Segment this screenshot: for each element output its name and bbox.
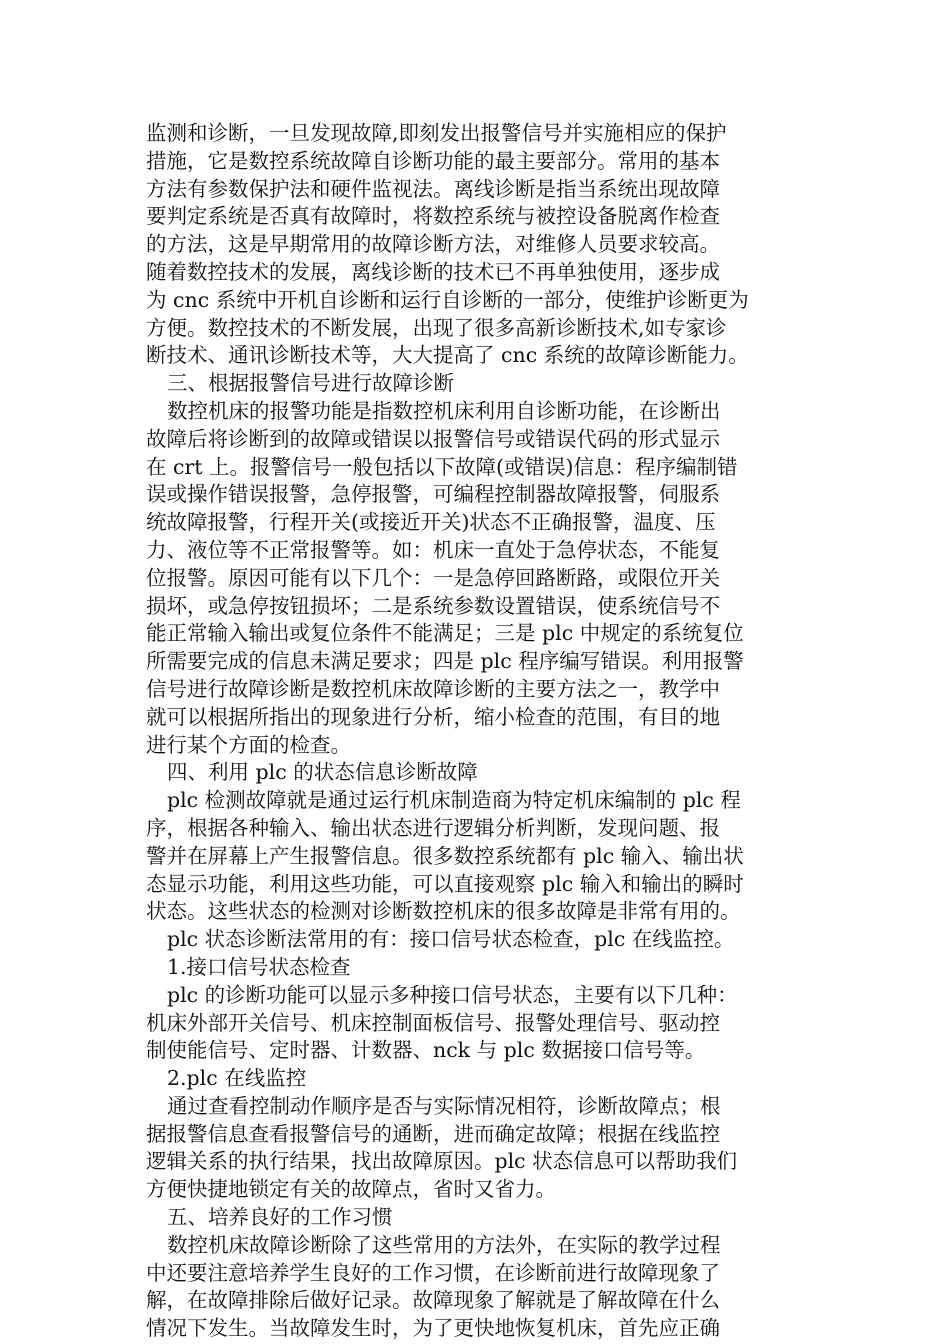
text-line: 警并在屏幕上产生报警信息。很多数控系统都有 plc 输入、输出状 <box>146 843 744 868</box>
text-line: 中还要注意培养学生良好的工作习惯，在诊断前进行故障现象了 <box>146 1260 720 1285</box>
text-line: 措施，它是数控系统故障自诊断功能的最主要部分。常用的基本 <box>146 148 720 173</box>
text-line: 力、液位等不正常报警等。如：机床一直处于急停状态，不能复 <box>146 537 720 562</box>
text-line: 所需要完成的信息未满足要求；四是 plc 程序编写错误。利用报警 <box>146 649 744 674</box>
text-line: 在 crt 上。报警信号一般包括以下故障(或错误)信息：程序编制错 <box>146 454 738 479</box>
text-line: 情况下发生。当故障发生时，为了更快地恢复机床，首先应正确 <box>146 1316 720 1341</box>
text-line: 逻辑关系的执行结果，找出故障原因。plc 状态信息可以帮助我们 <box>146 1149 738 1174</box>
text-line: plc 状态诊断法常用的有：接口信号状态检查，plc 在线监控。 <box>167 927 735 952</box>
text-line: 解，在故障排除后做好记录。故障现象了解就是了解故障在什么 <box>146 1288 720 1313</box>
text-line: 机床外部开关信号、机床控制面板信号、报警处理信号、驱动控 <box>146 1010 720 1035</box>
text-line: 能正常输入输出或复位条件不能满足；三是 plc 中规定的系统复位 <box>146 621 744 646</box>
text-line: 通过查看控制动作顺序是否与实际情况相符，诊断故障点；根 <box>167 1093 721 1118</box>
text-line: 断技术、通讯诊断技术等，大大提高了 cnc 系统的故障诊断能力。 <box>146 343 749 368</box>
text-line: 损坏，或急停按钮损坏；二是系统参数设置错误，使系统信号不 <box>146 593 720 618</box>
text-line: 三、根据报警信号进行故障诊断 <box>167 371 454 396</box>
text-line: 制使能信号、定时器、计数器、nck 与 plc 数据接口信号等。 <box>146 1038 706 1063</box>
text-line: 的方法，这是早期常用的故障诊断方法，对维修人员要求较高。 <box>146 232 720 257</box>
text-line: 据报警信息查看报警信号的通断，进而确定故障；根据在线监控 <box>146 1121 720 1146</box>
text-line: 态显示功能，利用这些功能，可以直接观察 plc 输入和输出的瞬时 <box>146 871 744 896</box>
body-text <box>146 120 806 1343</box>
text-line: plc 检测故障就是通过运行机床制造商为特定机床编制的 plc 程 <box>167 788 741 813</box>
text-line: 状态。这些状态的检测对诊断数控机床的很多故障是非常有用的。 <box>146 899 741 924</box>
text-line: 误或操作错误报警，急停报警，可编程控制器故障报警，伺服系 <box>146 482 720 507</box>
text-line: 1.接口信号状态检查 <box>167 954 351 979</box>
text-line: 为 cnc 系统中开机自诊断和运行自诊断的一部分，使维护诊断更为 <box>146 287 749 312</box>
text-line: 方便。数控技术的不断发展，出现了很多高新诊断技术,如专家诊 <box>146 315 727 340</box>
text-line: 进行某个方面的检查。 <box>146 732 351 757</box>
text-line: 数控机床故障诊断除了这些常用的方法外，在实际的教学过程 <box>167 1232 721 1257</box>
text-line: 方便快捷地锁定有关的故障点，省时又省力。 <box>146 1177 556 1202</box>
text-line: 信号进行故障诊断是数控机床故障诊断的主要方法之一，教学中 <box>146 676 720 701</box>
text-line: 位报警。原因可能有以下几个：一是急停回路断路，或限位开关 <box>146 565 720 590</box>
text-line: 序，根据各种输入、输出状态进行逻辑分析判断，发现问题、报 <box>146 815 720 840</box>
text-line: 监测和诊断，一旦发现故障,即刻发出报警信号并实施相应的保护 <box>146 121 727 145</box>
text-line: 数控机床的报警功能是指数控机床利用自诊断功能，在诊断出 <box>167 398 721 423</box>
text-line: 故障后将诊断到的故障或错误以报警信号或错误代码的形式显示 <box>146 426 720 451</box>
text-line: plc 的诊断功能可以显示多种接口信号状态，主要有以下几种： <box>167 982 738 1007</box>
text-line: 四、利用 plc 的状态信息诊断故障 <box>167 760 478 785</box>
text-line: 2.plc 在线监控 <box>167 1066 307 1091</box>
text-line: 方法有参数保护法和硬件监视法。离线诊断是指当系统出现故障 <box>146 176 720 201</box>
text-line: 统故障报警，行程开关(或接近开关)状态不正确报警，温度、压 <box>146 510 716 535</box>
text-line: 随着数控技术的发展，离线诊断的技术已不再单独使用，逐步成 <box>146 259 720 284</box>
text-line: 就可以根据所指出的现象进行分析，缩小检查的范围，有目的地 <box>146 704 720 729</box>
text-line: 五、培养良好的工作习惯 <box>167 1205 393 1230</box>
text-line: 要判定系统是否真有故障时，将数控系统与被控设备脱离作检查 <box>146 204 720 229</box>
